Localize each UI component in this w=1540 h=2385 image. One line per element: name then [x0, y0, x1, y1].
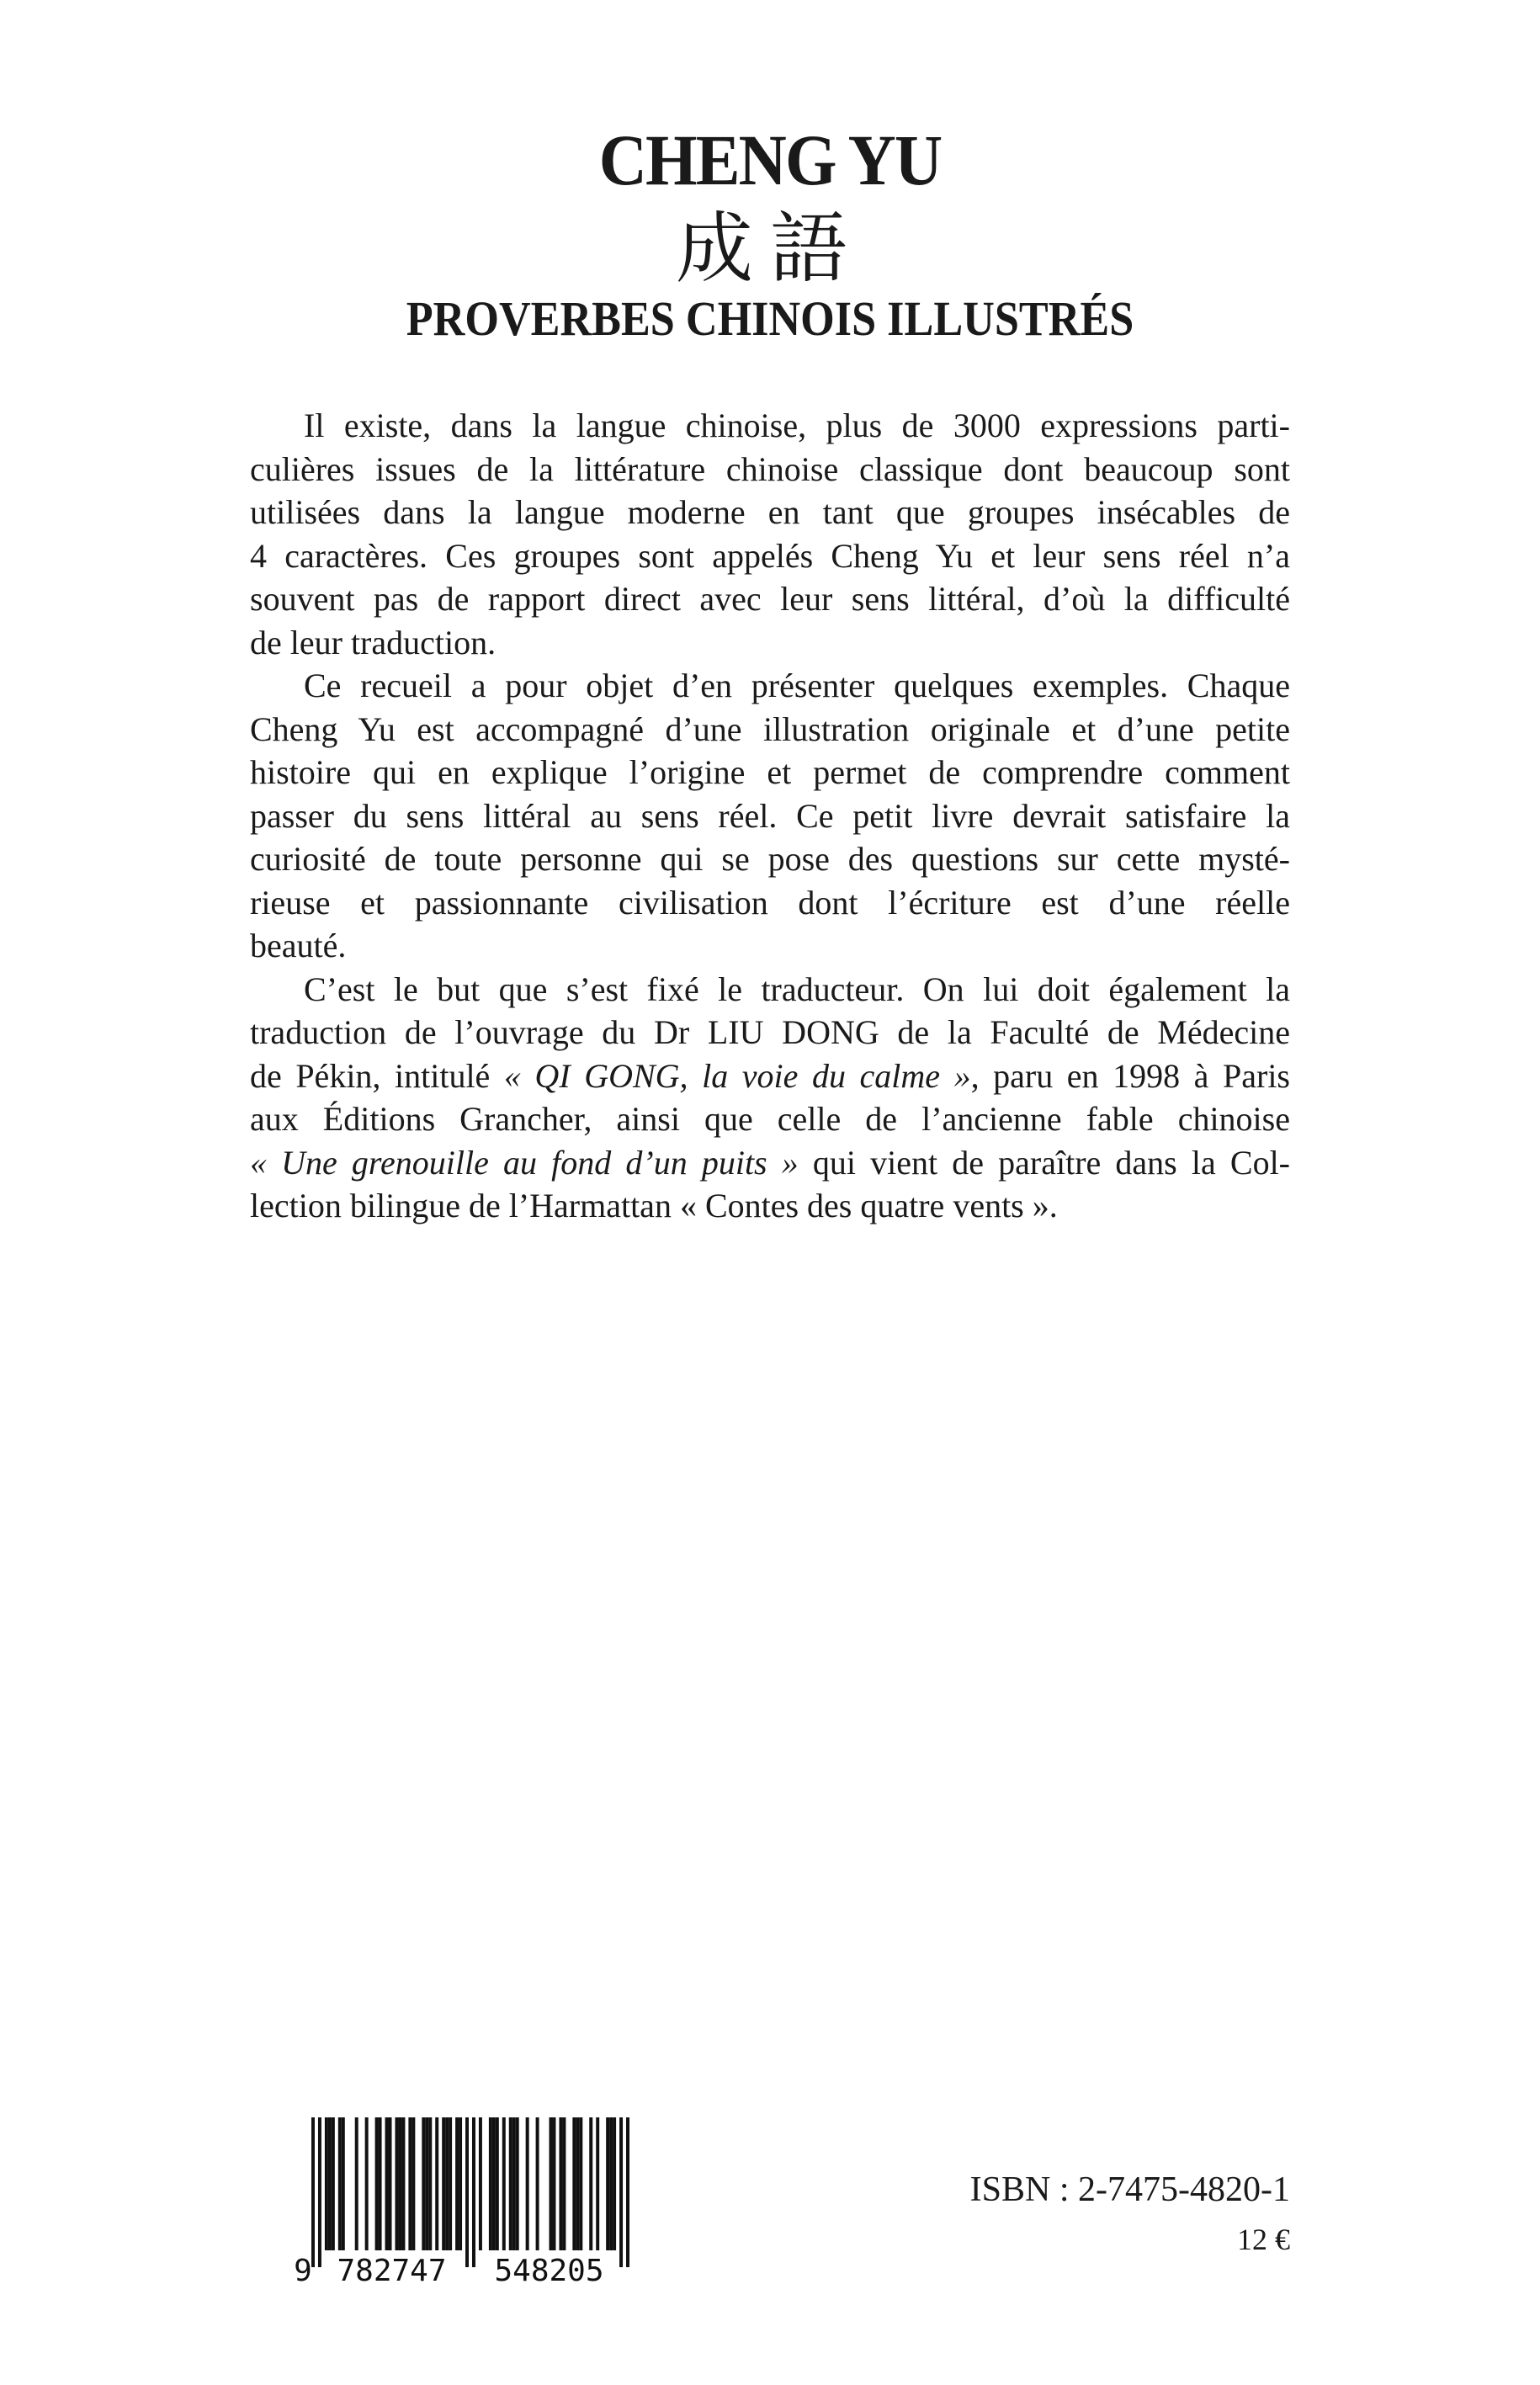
text-segment: rieuse et passionnante civilisation dont l’écriture est d’une réelle — [250, 883, 1290, 922]
barcode-bar — [526, 2117, 529, 2250]
paragraph — [250, 404, 1290, 664]
text-segment: culières issues de la littérature chinoise classique dont beaucoup sont — [250, 449, 1290, 488]
text-segment: Il existe, dans la langue chinoise, plus de 3000 expressions parti- — [304, 406, 1290, 444]
barcode-bar — [613, 2117, 616, 2250]
text-line — [250, 837, 1290, 881]
barcode-bar — [502, 2117, 506, 2250]
text-line — [250, 1141, 1290, 1185]
text-segment: C’est le but que s’est fixé le traducteur. On lui doit également la — [304, 969, 1290, 1008]
book-subtitle: PROVERBES CHINOIS ILLUSTRÉS — [406, 291, 1134, 346]
barcode-bar — [576, 2117, 579, 2250]
text-line — [250, 1184, 1290, 1228]
barcode-bar — [325, 2117, 328, 2250]
barcode-bar — [422, 2117, 425, 2250]
barcode-bar — [512, 2117, 516, 2250]
text-segment: curiosité de toute personne qui se pose des questions sur cette mysté- — [250, 840, 1290, 878]
text-segment: de leur traduction. — [250, 623, 497, 661]
text-line — [250, 491, 1290, 534]
text-line — [250, 1011, 1290, 1054]
text-segment: 4 caractères. Ces groupes sont appelés Cheng Yu et leur sens réel n’a — [250, 536, 1290, 575]
barcode-bar — [412, 2117, 415, 2250]
barcode-bar — [328, 2117, 332, 2250]
barcode-bar — [619, 2117, 623, 2267]
italic-title: « Une grenouille au fond d’un puits » — [250, 1143, 799, 1182]
barcode-digits: 548205 — [494, 2254, 604, 2288]
text-segment: beauté. — [250, 927, 347, 964]
text-line — [250, 534, 1290, 578]
text-line — [250, 708, 1290, 752]
isbn-label: ISBN : 2-7475-4820-1 — [969, 2170, 1290, 2209]
barcode-bar — [365, 2117, 369, 2250]
barcode-bar — [389, 2117, 392, 2250]
barcode-bar — [318, 2117, 321, 2267]
barcode-bar — [579, 2117, 582, 2250]
text-line — [250, 577, 1290, 621]
barcode-bar — [442, 2117, 445, 2250]
text-line — [250, 924, 1290, 968]
barcode-bar — [311, 2117, 315, 2267]
text-line — [250, 968, 1290, 1012]
barcode-bar — [492, 2117, 496, 2250]
book-title: CHENG YU — [598, 120, 942, 200]
barcode-bar — [489, 2117, 492, 2250]
italic-title: « QI GONG, la voie du calme » — [503, 1056, 971, 1095]
text-segment: lection bilingue de l’Harmattan « Contes des quatre vents ». — [250, 1187, 1058, 1224]
barcode-bar — [338, 2117, 342, 2250]
barcode-bar — [552, 2117, 555, 2250]
barcode-bar — [435, 2117, 438, 2250]
barcode-bar — [562, 2117, 566, 2250]
text-segment: passer du sens littéral au sens réel. Ce petit livre devrait satisfaire la — [250, 796, 1290, 835]
barcode-bar — [459, 2117, 462, 2250]
barcode-bar — [626, 2117, 629, 2267]
barcode-bar — [408, 2117, 412, 2250]
barcode-bar — [355, 2117, 358, 2250]
isbn-barcode — [296, 2117, 629, 2286]
barcode-bar — [428, 2117, 432, 2250]
barcode-digits: 782747 — [337, 2254, 447, 2288]
barcode-bar — [445, 2117, 449, 2250]
barcode-bar — [609, 2117, 613, 2250]
paragraph — [250, 664, 1290, 968]
barcode-bar — [596, 2117, 599, 2250]
barcode-bar — [496, 2117, 499, 2250]
chinese-title: 成語 — [675, 204, 864, 294]
text-line — [250, 1097, 1290, 1141]
barcode-bar — [449, 2117, 452, 2250]
barcode-bar — [401, 2117, 405, 2250]
text-line — [250, 621, 1290, 665]
paragraph — [250, 968, 1290, 1228]
barcode-bar — [516, 2117, 519, 2250]
text-segment: Ce recueil a pour objet d’en présenter quelques exemples. Chaque — [304, 667, 1290, 704]
barcode-bar — [332, 2117, 335, 2250]
text-line — [250, 664, 1290, 708]
barcode-bar — [379, 2117, 382, 2250]
text-segment: histoire qui en explique l’origine et permet de comprendre comment — [250, 753, 1290, 791]
barcode-bar — [375, 2117, 379, 2250]
barcode-bar — [572, 2117, 576, 2250]
barcode-bar — [455, 2117, 459, 2250]
barcode-bar — [342, 2117, 345, 2250]
text-line — [250, 751, 1290, 794]
text-line — [250, 1054, 1290, 1098]
text-segment: aux Éditions Grancher, ainsi que celle de l’ancienne fable chinoise — [250, 1100, 1290, 1138]
blurb-text — [250, 404, 1290, 1228]
text-line — [250, 448, 1290, 491]
text-line — [250, 794, 1290, 838]
barcode-bar — [509, 2117, 512, 2250]
barcode-bar — [465, 2117, 469, 2267]
price-label: 12 € — [1237, 2223, 1290, 2256]
barcode-bar — [559, 2117, 562, 2250]
barcode-bar — [550, 2117, 553, 2250]
text-segment: qui vient de paraître dans la Col- — [798, 1143, 1291, 1182]
barcode-digits: 9 — [294, 2254, 312, 2288]
barcode-bar — [398, 2117, 401, 2250]
barcode-bar — [472, 2117, 475, 2267]
text-segment: Cheng Yu est accompagné d’une illustration originale et d’une petite — [250, 709, 1290, 748]
text-segment: traduction de l’ouvrage du Dr LIU DONG de la Faculté de Médecine — [250, 1013, 1290, 1051]
text-line — [250, 881, 1290, 925]
barcode-bar — [425, 2117, 428, 2250]
barcode-bar — [385, 2117, 389, 2250]
text-segment: utilisées dans la langue moderne en tant que groupes insécables de — [250, 493, 1290, 531]
barcode-bar — [395, 2117, 398, 2250]
text-segment: , paru en 1998 à Paris — [970, 1056, 1290, 1095]
barcode-bar — [479, 2117, 482, 2250]
barcode-bar — [589, 2117, 592, 2250]
text-segment: souvent pas de rapport direct avec leur sens littéral, d’où la difficulté — [250, 580, 1290, 618]
text-segment: de Pékin, intitulé — [250, 1056, 504, 1095]
barcode-bar — [536, 2117, 539, 2250]
text-line — [250, 404, 1290, 448]
barcode-bar — [606, 2117, 609, 2250]
